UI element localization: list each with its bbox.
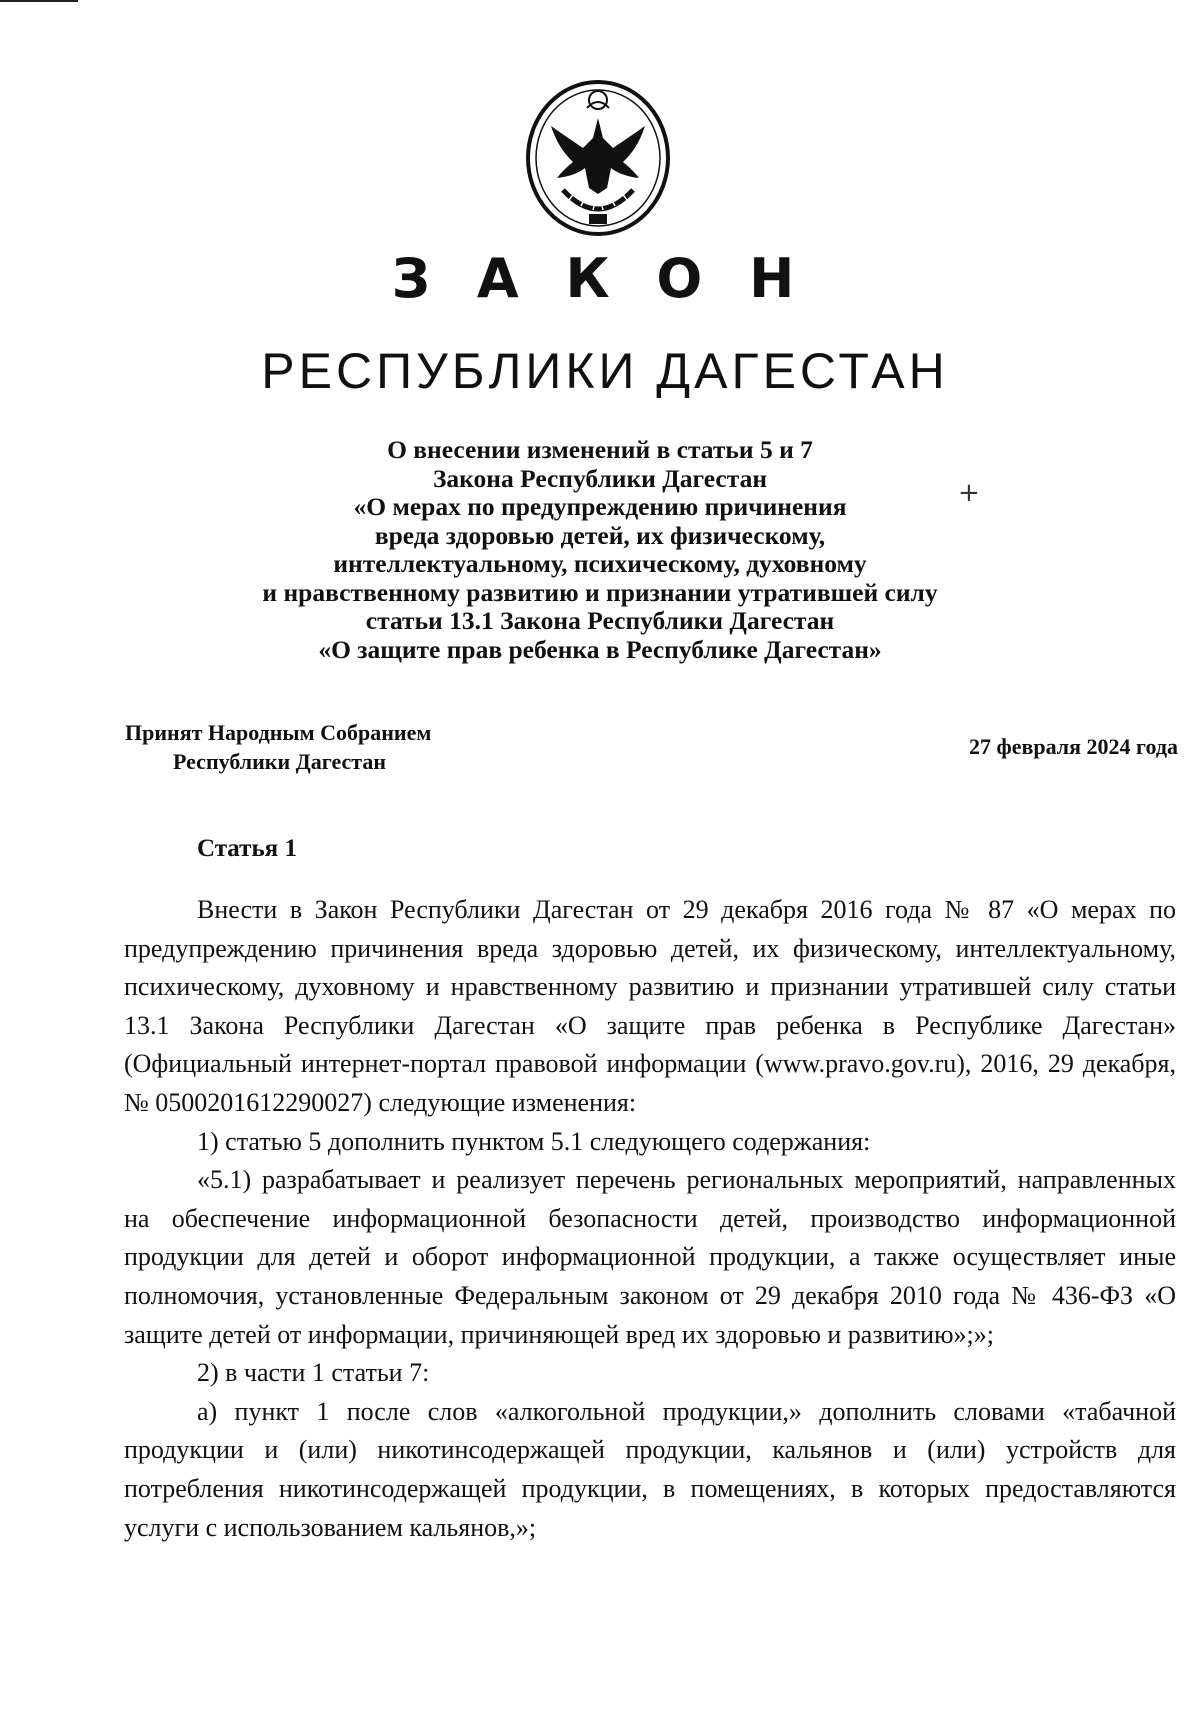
heading-line: статьи 13.1 Закона Республики Дагестан (365, 606, 835, 635)
paragraph: Внести в Закон Республики Дагестан от 29 декабря 2016 года № 87 «О мерах по предупреждению причинения вреда здоровью детей, их физическому, интеллектуальному, психическому, духовному и нравственному развитию и признании утратившей силу статьи 13.1 Закона Республики Дагестан «О защите прав ребенка в Республике Дагестан» (Официальный интернет-портал правовой информации (www.pravo.gov.ru), 2016, 29 декабря, № 0500201612290027) следующие изменения: (124, 895, 1176, 1117)
adoption-line: Принят Народным Собранием (125, 720, 432, 745)
heading-line: О внесении изменений в статьи 5 и 7 (387, 435, 813, 464)
heading-line: «О защите прав ребенка в Республике Дагестан» (318, 634, 882, 664)
adoption-line: Республики Дагестан (173, 749, 387, 774)
heading-line: и нравственному развитию и признании утратившей силу (262, 577, 938, 607)
heading-line: «О мерах по предупреждению причинения (353, 492, 847, 521)
adoption-block (125, 718, 431, 776)
paragraph: 2) в части 1 статьи 7: (197, 1358, 430, 1388)
heading-line: интеллектуальному, психическому, духовному (333, 549, 867, 578)
handwritten-mark: + (958, 478, 980, 508)
law-heading (160, 436, 1040, 664)
paragraph: «5.1) разрабатывает и реализует перечень региональных мероприятий, направленных на обеспечение информационной безопасности детей, производство информационной продукции для детей и оборот информационной продукции, а также осуществляет иные полномочия, установленные Федеральным законом от 29 декабря 2010 года № 436-ФЗ «О защите детей от информации, причиняющей вред их здоровью и развитию»;»; (124, 1165, 1176, 1349)
law-title: З А К О Н (391, 247, 809, 310)
heading-line: Закона Республики Дагестан (432, 463, 768, 493)
paragraph: а) пункт 1 после слов «алкогольной продукции,» дополнить словами «табачной продукции и (или) никотинсодержащей продукции, кальянов и (или) устройств для потребления никотинсодержащей продукции, в помещениях, в которых предоставляются услуги с использованием кальянов,»; (124, 1396, 1176, 1542)
law-subtitle: РЕСПУБЛИКИ ДАГЕСТАН (261, 343, 949, 399)
coat-of-arms-emblem (523, 78, 673, 238)
article-title: Статья 1 (197, 835, 297, 862)
article-body (124, 891, 1176, 1547)
scan-edge-mark (0, 0, 78, 2)
heading-line: вреда здоровью детей, их физическому, (374, 520, 826, 550)
adoption-date: 27 февраля 2024 года (969, 734, 1178, 759)
paragraph: 1) статью 5 дополнить пунктом 5.1 следующего содержания: (197, 1126, 871, 1156)
